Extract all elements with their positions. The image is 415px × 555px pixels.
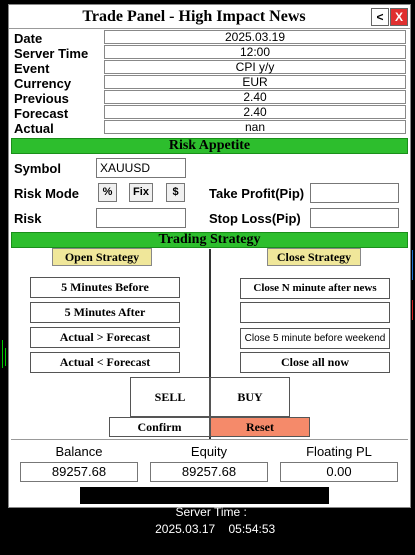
- date-value: 2025.03.19: [104, 30, 406, 44]
- percent-mode-button[interactable]: %: [98, 183, 117, 202]
- forecast-label: Forecast: [14, 106, 69, 121]
- previous-label: Previous: [14, 91, 69, 106]
- minimize-button[interactable]: <: [371, 8, 389, 26]
- trade-panel: [8, 4, 411, 536]
- stop-loss-input[interactable]: [310, 208, 399, 228]
- risk-mode-label: Risk Mode: [14, 186, 80, 201]
- stop-loss-label: Stop Loss(Pip): [209, 211, 301, 226]
- close-before-weekend-button[interactable]: Close 5 minute before weekend: [240, 328, 390, 349]
- floating-pl-value: 0.00: [280, 462, 398, 482]
- close-all-now-button[interactable]: Close all now: [240, 352, 390, 373]
- previous-value: 2.40: [104, 90, 406, 104]
- actual-less-forecast-button[interactable]: Actual < Forecast: [30, 352, 180, 373]
- chart-candle: [5, 348, 6, 366]
- forecast-value: 2.40: [104, 105, 406, 119]
- five-minutes-before-button[interactable]: 5 Minutes Before: [30, 277, 180, 298]
- equity-value: 89257.68: [150, 462, 268, 482]
- currency-value: EUR: [104, 75, 406, 89]
- take-profit-label: Take Profit(Pip): [209, 186, 305, 201]
- close-minutes-input[interactable]: [240, 302, 390, 323]
- server-time-status-bar: [80, 487, 329, 536]
- actual-label: Actual: [14, 121, 54, 136]
- balance-value: 89257.68: [20, 462, 138, 482]
- actual-greater-forecast-button[interactable]: Actual > Forecast: [30, 327, 180, 348]
- buy-button[interactable]: BUY: [210, 377, 290, 417]
- server-time-label: Server Time: [14, 46, 89, 61]
- risk-input[interactable]: [96, 208, 186, 228]
- chart-candle: [412, 250, 413, 280]
- status-server-time-label: Server Time :: [175, 505, 247, 519]
- five-minutes-after-button[interactable]: 5 Minutes After: [30, 302, 180, 323]
- risk-label: Risk: [14, 211, 42, 226]
- floating-pl-label: Floating PL: [306, 444, 372, 459]
- chart-candle: [412, 300, 413, 320]
- risk-appetite-header: Risk Appetite: [11, 138, 408, 154]
- server-time-value: 12:00: [104, 45, 406, 59]
- take-profit-input[interactable]: [310, 183, 399, 203]
- open-strategy-header[interactable]: Open Strategy: [52, 248, 152, 266]
- chart-candle: [2, 340, 3, 368]
- close-strategy-header[interactable]: Close Strategy: [267, 248, 361, 266]
- status-server-time-value: 2025.03.17 05:54:53: [155, 522, 276, 536]
- footer-divider: [11, 439, 408, 440]
- close-button[interactable]: X: [390, 8, 408, 26]
- title-bar[interactable]: [9, 5, 410, 29]
- reset-button[interactable]: Reset: [210, 417, 310, 437]
- trading-strategy-header: Trading Strategy: [11, 232, 408, 248]
- sell-button[interactable]: SELL: [130, 377, 210, 417]
- dollar-mode-button[interactable]: $: [166, 183, 185, 202]
- event-label: Event: [14, 61, 50, 76]
- actual-value: nan: [104, 120, 406, 134]
- symbol-label: Symbol: [14, 161, 61, 176]
- window-title: Trade Panel - High Impact News: [82, 8, 306, 25]
- fix-mode-button[interactable]: Fix: [129, 183, 153, 202]
- currency-label: Currency: [14, 76, 72, 91]
- symbol-input[interactable]: XAUUSD: [96, 158, 186, 178]
- equity-label: Equity: [190, 444, 228, 459]
- event-value: CPI y/y: [104, 60, 406, 74]
- close-n-minute-after-news-button[interactable]: Close N minute after news: [240, 278, 390, 299]
- confirm-button[interactable]: Confirm: [109, 417, 210, 437]
- date-label: Date: [14, 31, 43, 46]
- balance-label: Balance: [55, 444, 103, 459]
